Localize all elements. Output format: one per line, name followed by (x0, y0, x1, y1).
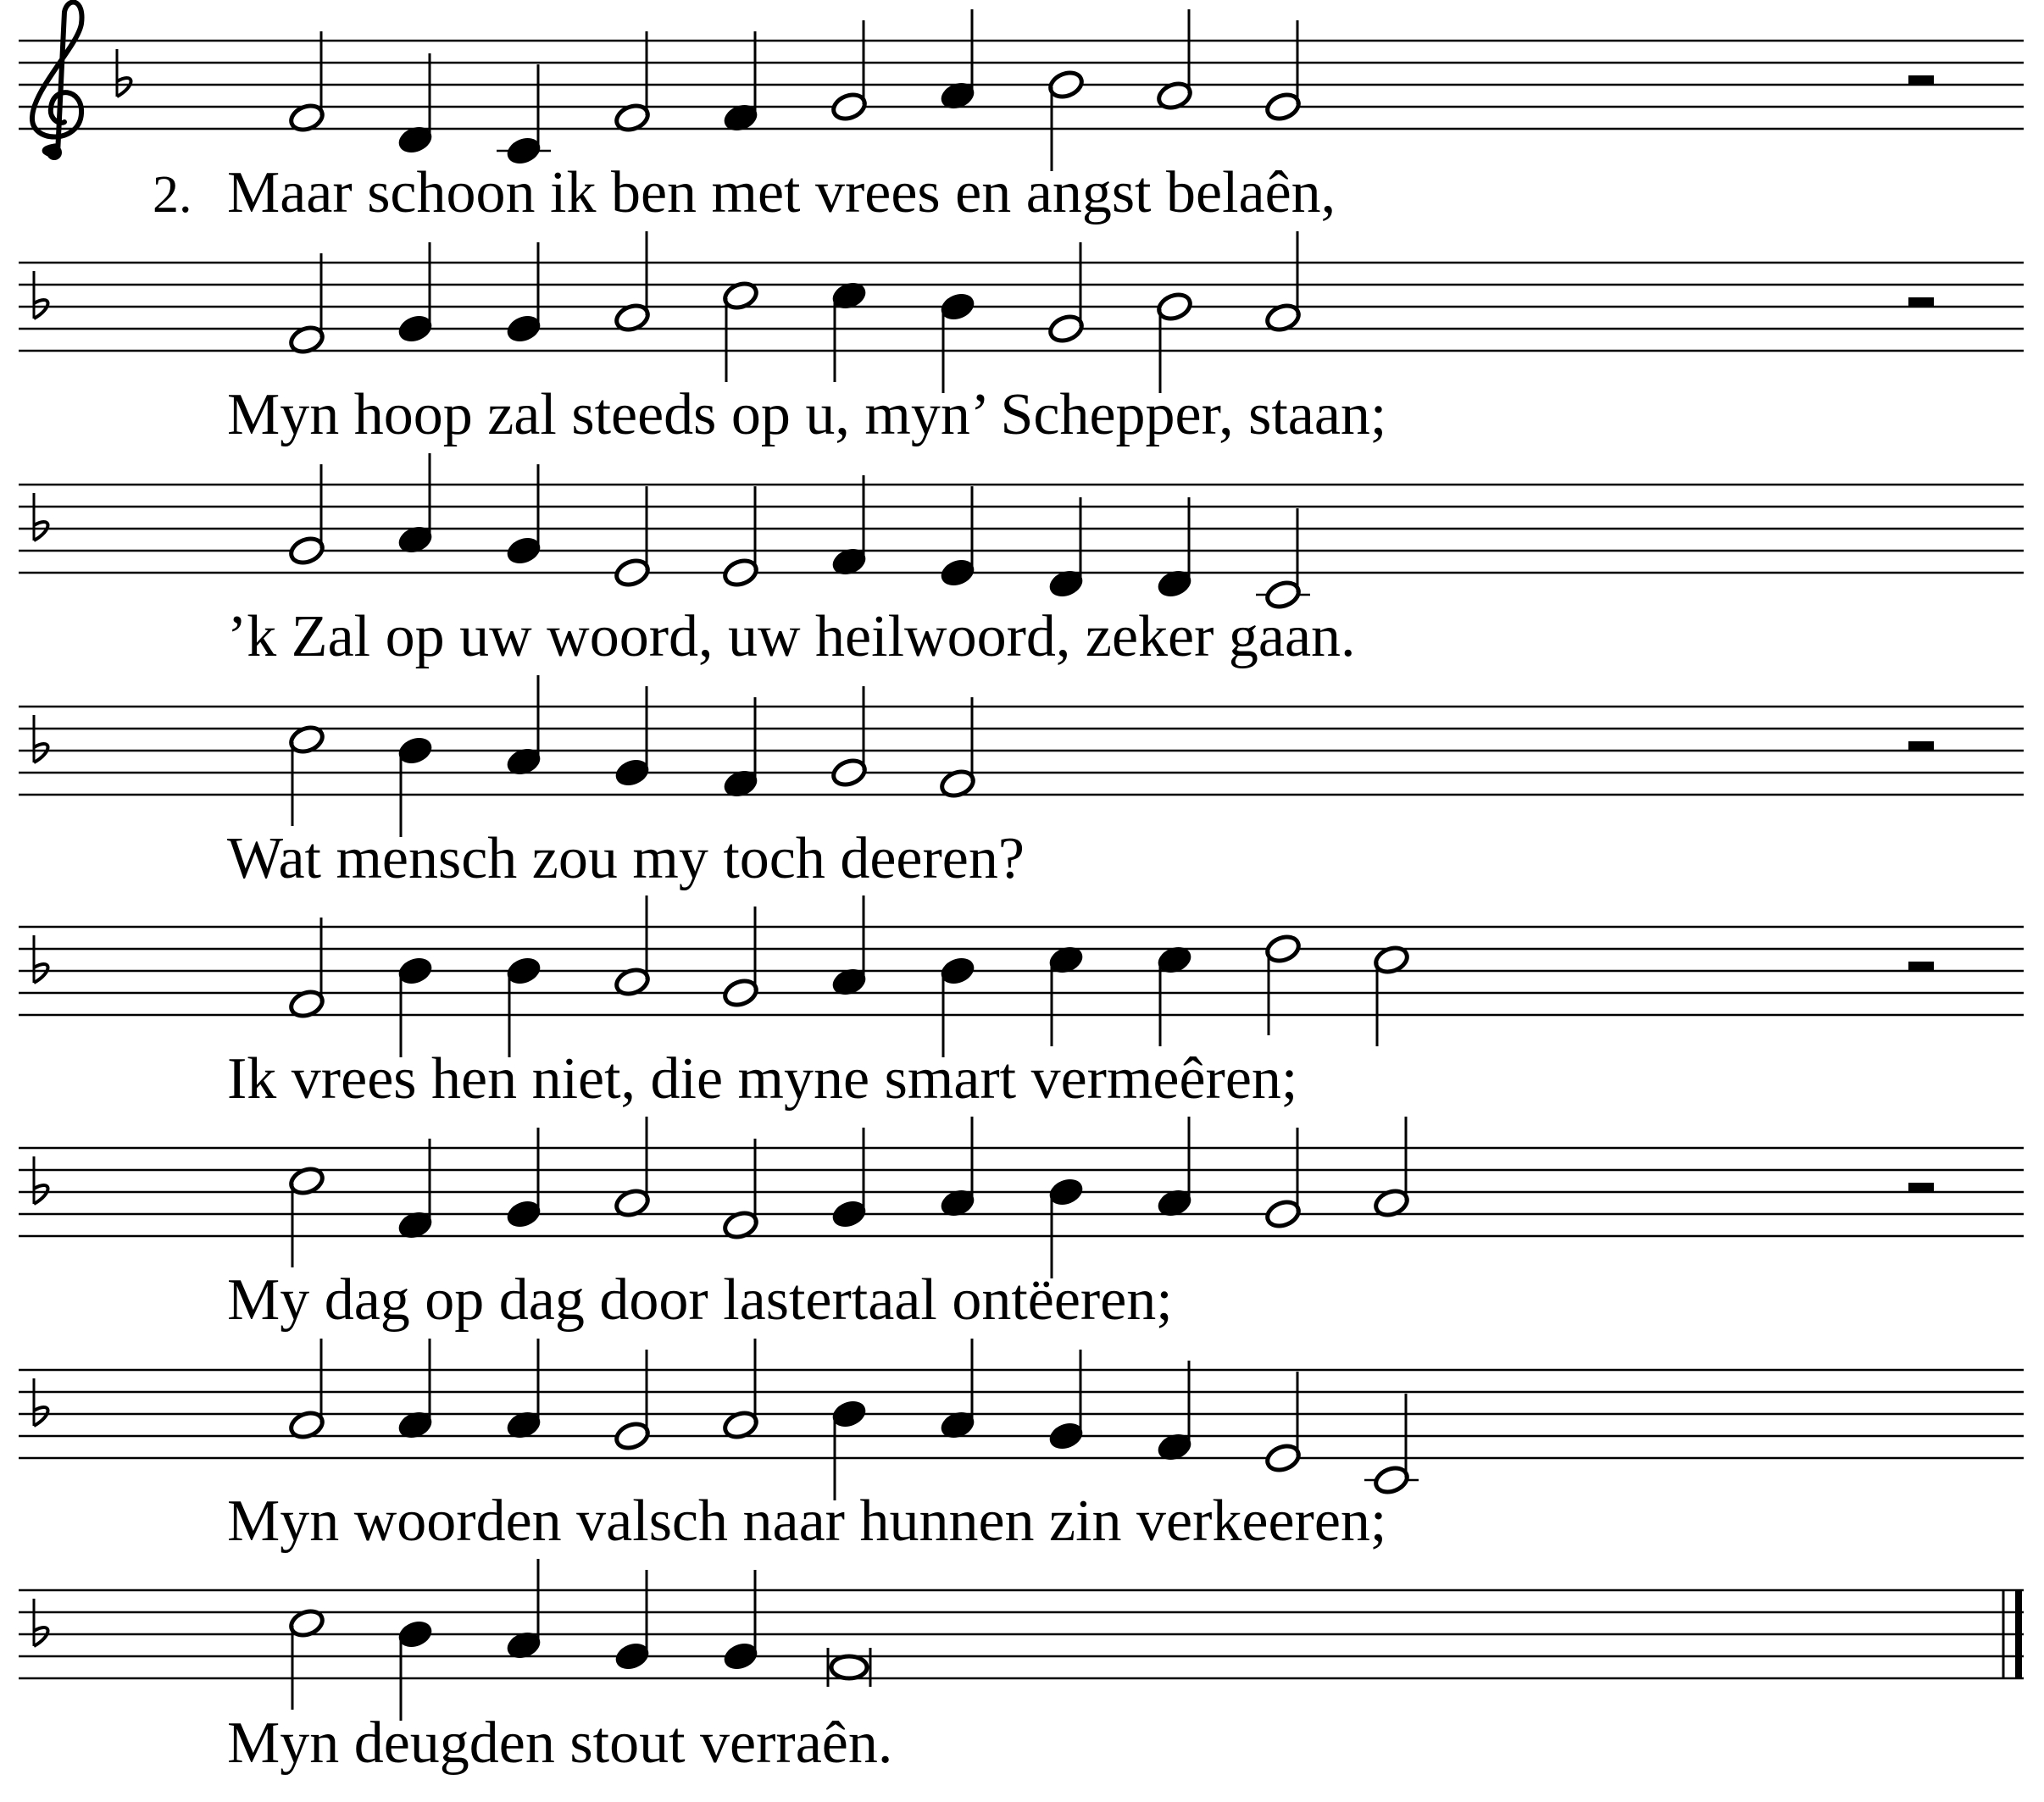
note (830, 1128, 869, 1230)
note (614, 231, 652, 334)
note (505, 675, 543, 778)
staff-system (19, 1339, 2024, 1554)
note (939, 9, 977, 112)
lyric-line: Ik vrees hen niet, die myne smart vermeêren; (227, 1046, 1298, 1112)
note (505, 1559, 543, 1661)
staff-system (19, 2, 2024, 225)
key-signature-flat-icon (34, 935, 48, 983)
verse-number: 2. (153, 166, 192, 224)
note (1047, 242, 1086, 345)
note (288, 31, 326, 134)
note (1264, 20, 1302, 123)
half-rest (1908, 741, 1934, 751)
note (722, 697, 760, 800)
half-rest (1908, 962, 1934, 971)
note (1047, 1176, 1086, 1278)
note (397, 1618, 435, 1721)
note (1264, 1372, 1302, 1474)
note (505, 1339, 543, 1441)
lyric-line: Myn hoop zal steeds op u, myn’ Schepper, staan; (227, 382, 1387, 447)
flat-bowl (34, 1407, 48, 1426)
lyric-line: Myn deugden stout verraên. (227, 1711, 893, 1776)
note (614, 686, 652, 789)
note (397, 955, 435, 1057)
note (830, 895, 869, 998)
note (1156, 1117, 1194, 1219)
note (288, 724, 326, 826)
treble-clef-icon (32, 2, 82, 156)
note (1156, 1361, 1194, 1463)
staff-system (19, 1117, 2024, 1333)
note (1047, 497, 1086, 600)
lyric-line: Myn woorden valsch naar hunnen zin verkeeren; (227, 1489, 1387, 1554)
note (397, 53, 435, 156)
note (614, 895, 652, 998)
note (722, 1139, 760, 1241)
key-signature-flat-icon (34, 493, 48, 541)
note (830, 475, 869, 578)
note (939, 697, 977, 800)
flat-bowl (117, 78, 131, 97)
note (722, 31, 760, 134)
note (288, 464, 326, 567)
note (288, 1339, 326, 1441)
note (505, 955, 543, 1057)
note (830, 280, 869, 382)
key-signature-flat-icon (34, 715, 48, 762)
note (397, 1139, 435, 1241)
treble-clef-dot (47, 145, 62, 160)
staff-system (19, 453, 2024, 669)
note (614, 1570, 652, 1672)
flat-bowl (34, 1185, 48, 1204)
note (722, 1570, 760, 1672)
note (722, 907, 760, 1009)
note (397, 735, 435, 837)
note (288, 918, 326, 1020)
note (1156, 497, 1194, 600)
note (1364, 1394, 1419, 1496)
note (505, 242, 543, 345)
note (1256, 508, 1310, 611)
note (1373, 1117, 1411, 1219)
flat-bowl (34, 1627, 48, 1646)
note (505, 1128, 543, 1230)
note (614, 1117, 652, 1219)
note (614, 1350, 652, 1452)
key-signature-flat-icon (34, 1156, 48, 1204)
note (497, 64, 551, 167)
lyric-line: Wat mensch zou my toch deeren? (227, 826, 1025, 891)
note (288, 1607, 326, 1710)
staff-system (19, 231, 2024, 447)
half-rest (1908, 75, 1934, 85)
note (939, 291, 977, 393)
note (722, 280, 760, 382)
note (397, 242, 435, 345)
flat-bowl (34, 300, 48, 319)
flat-bowl (34, 522, 48, 541)
note (397, 453, 435, 556)
note (1264, 1128, 1302, 1230)
key-signature-flat-icon (34, 1599, 48, 1646)
note (1047, 1350, 1086, 1452)
staff-system (19, 675, 2024, 891)
lyric-line: ’k Zal op uw woord, uw heilwoord, zeker gaan. (227, 604, 1356, 669)
half-rest (1908, 1183, 1934, 1192)
note (1264, 231, 1302, 334)
half-rest (1908, 297, 1934, 307)
note (288, 1165, 326, 1267)
note (1047, 944, 1086, 1046)
staff-system (19, 895, 2024, 1112)
flat-bowl (34, 964, 48, 983)
note (830, 1398, 869, 1500)
note (939, 1117, 977, 1219)
note (614, 486, 652, 589)
note (1156, 291, 1194, 393)
note (1047, 69, 1086, 171)
note (397, 1339, 435, 1441)
note (505, 464, 543, 567)
note (1373, 944, 1411, 1046)
note (830, 686, 869, 789)
staff-system (19, 1559, 2024, 1776)
note (830, 20, 869, 123)
note (722, 486, 760, 589)
breve-head (831, 1656, 867, 1678)
note (288, 253, 326, 356)
note (1264, 933, 1302, 1035)
note (939, 486, 977, 589)
note (722, 1339, 760, 1441)
note (1156, 944, 1194, 1046)
note (1156, 9, 1194, 112)
note (939, 955, 977, 1057)
key-signature-flat-icon (34, 271, 48, 319)
key-signature-flat-icon (117, 49, 131, 97)
key-signature-flat-icon (34, 1378, 48, 1426)
flat-bowl (34, 744, 48, 762)
note (614, 31, 652, 134)
note (828, 1648, 870, 1687)
lyric-line: Maar schoon ik ben met vrees en angst belaên, (227, 160, 1336, 225)
lyric-line: My dag op dag door lastertaal ontëeren; (227, 1267, 1173, 1333)
note (939, 1339, 977, 1441)
